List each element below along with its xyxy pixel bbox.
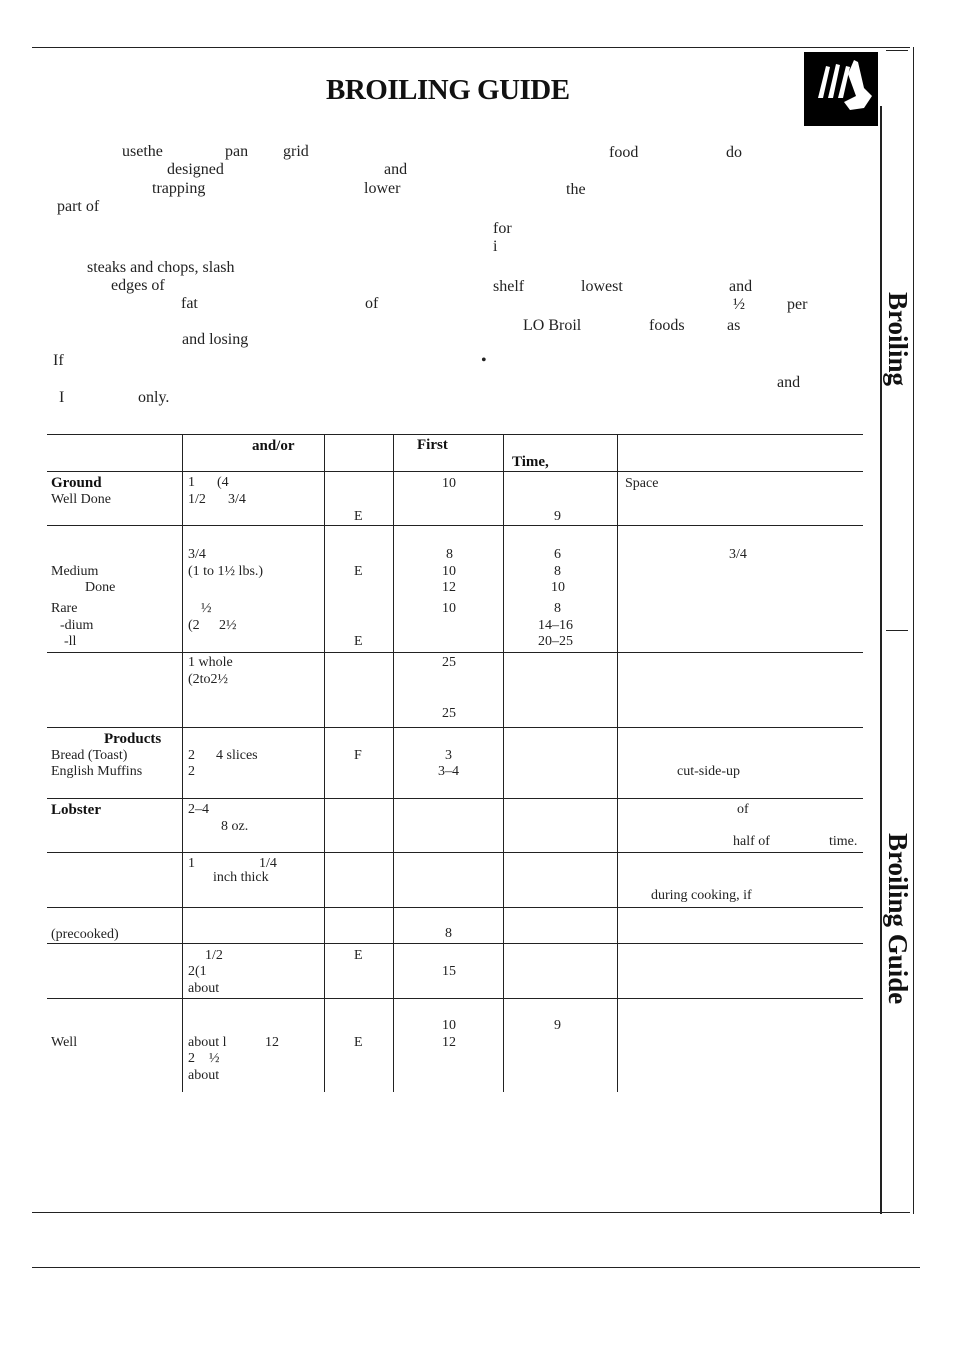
table-cell: 8 [554, 564, 561, 579]
intro-fragment-right: and [729, 278, 753, 295]
table-cell: 14–16 [538, 618, 573, 633]
intro-fragment-left: part of [57, 198, 100, 215]
table-cell: English Muffins [51, 764, 143, 779]
intro-fragment-right: LO Broil [523, 317, 582, 334]
table-cell: Done [85, 580, 116, 595]
row-rule-1 [47, 525, 863, 526]
side-tab-mark-mid [886, 630, 908, 631]
intro-fragment-left: If [53, 352, 64, 369]
intro-fragment-left: designed [167, 161, 224, 178]
table-cell: 12 [265, 1035, 279, 1050]
table-cell: Well [51, 1035, 78, 1050]
table-cell: 2 [188, 748, 195, 763]
row-rule-2 [47, 652, 863, 653]
table-cell: 1 [188, 475, 195, 490]
col-rule-4 [503, 434, 504, 1092]
table-cell: 3/4 [729, 547, 747, 562]
table-cell: 1 [188, 856, 195, 871]
table-cell: 1/2 [205, 948, 223, 963]
table-cell: 25 [442, 655, 456, 670]
table-cell: 10 [442, 476, 456, 491]
intro-fragment-right: as [727, 317, 741, 334]
intro-fragment-right: the [566, 181, 586, 198]
table-cell: 8 [445, 926, 452, 941]
table-cell: E [354, 509, 363, 524]
table-cell: ½ [201, 601, 212, 616]
table-cell: 12 [442, 580, 456, 595]
top-rule [32, 47, 910, 48]
intro-fragment-right: shelf [493, 278, 525, 295]
table-cell: 2(1 [188, 964, 207, 979]
table-cell: ½ [209, 1051, 220, 1066]
table-cell: about [188, 981, 220, 996]
intro-fragment-left: steaks and chops, slash [87, 259, 235, 276]
table-cell: during cooking, if [651, 888, 752, 903]
intro-fragment-middle: and [384, 161, 408, 178]
row-rule-7 [47, 943, 863, 944]
intro-fragment-left: fat [181, 295, 198, 312]
table-cell: 9 [554, 509, 561, 524]
table-header-rule [47, 471, 863, 472]
table-cell: 2 [188, 1051, 195, 1066]
table-cell: 1 whole [188, 655, 233, 670]
intro-fragment-right: for [493, 220, 512, 237]
intro-fragment-right: ½ [733, 296, 745, 313]
table-cell: Rare [51, 601, 78, 616]
table-cell: (precooked) [51, 927, 119, 942]
side-tab-broiling[interactable]: Broiling [883, 292, 913, 387]
table-cell: 3 [445, 748, 452, 763]
table-cell: about [188, 1068, 220, 1083]
intro-fragment-right: food [609, 144, 639, 161]
row-rule-3 [47, 727, 863, 728]
table-cell: Products [104, 731, 162, 747]
table-cell: 15 [442, 964, 456, 979]
table-cell: Space [625, 476, 659, 491]
table-cell: 8 [554, 601, 561, 616]
intro-fragment-right: do [726, 144, 742, 161]
table-cell: about l [188, 1035, 227, 1050]
intro-fragment-left: trapping [152, 180, 206, 197]
table-cell: 8 [446, 547, 453, 562]
intro-fragment-middle: lower [364, 180, 401, 197]
table-cell: 10 [442, 601, 456, 616]
table-cell: 2–4 [188, 802, 209, 817]
table-cell: Well Done [51, 492, 111, 507]
table-cell: 20–25 [538, 634, 573, 649]
table-cell: 25 [442, 706, 456, 721]
table-cell: -dium [60, 618, 94, 633]
table-cell: 1/2 [188, 492, 206, 507]
table-cell: of [737, 802, 749, 817]
table-cell: E [354, 948, 363, 963]
table-cell: 10 [442, 1018, 456, 1033]
table-cell: 1/4 [259, 856, 277, 871]
table-cell: 2 [188, 764, 195, 779]
table-top-rule [47, 434, 863, 435]
header-first: First [417, 437, 448, 453]
side-tab-mark-top [886, 50, 908, 51]
intro-fragment-left: grid [283, 143, 309, 160]
table-cell: 12 [442, 1035, 456, 1050]
table-cell: 6 [554, 547, 561, 562]
header-time: Time, [512, 454, 549, 470]
bottom-rule-1 [32, 1212, 910, 1213]
table-cell: 3/4 [228, 492, 246, 507]
table-cell: E [354, 564, 363, 579]
table-cell: Lobster [51, 802, 101, 818]
col-rule-1 [182, 434, 183, 1092]
table-cell: Medium [51, 564, 99, 579]
table-cell: E [354, 1035, 363, 1050]
table-cell: 9 [554, 1018, 561, 1033]
table-cell: 2½ [219, 618, 237, 633]
side-tab-broiling-guide[interactable]: Broiling Guide [883, 833, 913, 1005]
col-rule-2 [324, 434, 325, 1092]
table-cell: (2 [188, 618, 200, 633]
bullet: • [481, 352, 487, 369]
row-rule-4 [47, 798, 863, 799]
table-cell: 8 oz. [221, 819, 249, 834]
intro-fragment-left: and losing [182, 331, 249, 348]
intro-fragment-right: lowest [581, 278, 623, 295]
hand-pointing-icon [804, 52, 878, 126]
intro-fragment-right: foods [649, 317, 685, 334]
row-rule-5 [47, 852, 863, 853]
intro-fragment-right: per [787, 296, 808, 313]
table-cell: 3–4 [438, 764, 459, 779]
intro-fragment-middle: of [365, 295, 379, 312]
table-cell: inch thick [213, 870, 269, 885]
header-quantity: and/or [252, 438, 295, 454]
table-cell: (1 to 1½ lbs.) [188, 564, 264, 579]
intro-fragment-left: usethe [122, 143, 163, 160]
page-title: BROILING GUIDE [326, 74, 570, 106]
table-cell: (4 [217, 475, 229, 490]
table-cell: F [354, 748, 362, 763]
col-rule-3 [393, 434, 394, 1092]
side-tab-outer [913, 47, 914, 1214]
table-cell: Bread (Toast) [51, 748, 128, 763]
table-cell: Ground [51, 475, 102, 491]
table-cell: 10 [551, 580, 565, 595]
table-cell: 10 [442, 564, 456, 579]
table-cell: half of [733, 834, 770, 849]
table-cell: E [354, 634, 363, 649]
col-rule-5 [617, 434, 618, 1092]
intro-fragment-left: only. [138, 389, 170, 406]
row-rule-8 [47, 998, 863, 999]
intro-fragment-right: i [493, 238, 498, 255]
intro-fragment-left: pan [225, 143, 249, 160]
intro-fragment-left: I [59, 389, 65, 406]
intro-fragment-left: edges of [111, 277, 165, 294]
row-rule-6 [47, 907, 863, 908]
side-tab-border [880, 106, 882, 1214]
table-cell: 4 slices [216, 748, 258, 763]
table-cell: time. [829, 834, 858, 849]
table-cell: -ll [64, 634, 77, 649]
table-cell: cut-side-up [677, 764, 740, 779]
table-cell: (2to2½ [188, 672, 229, 687]
bottom-rule-2 [32, 1267, 920, 1268]
table-cell: 3/4 [188, 547, 206, 562]
intro-fragment-right: and [777, 374, 801, 391]
